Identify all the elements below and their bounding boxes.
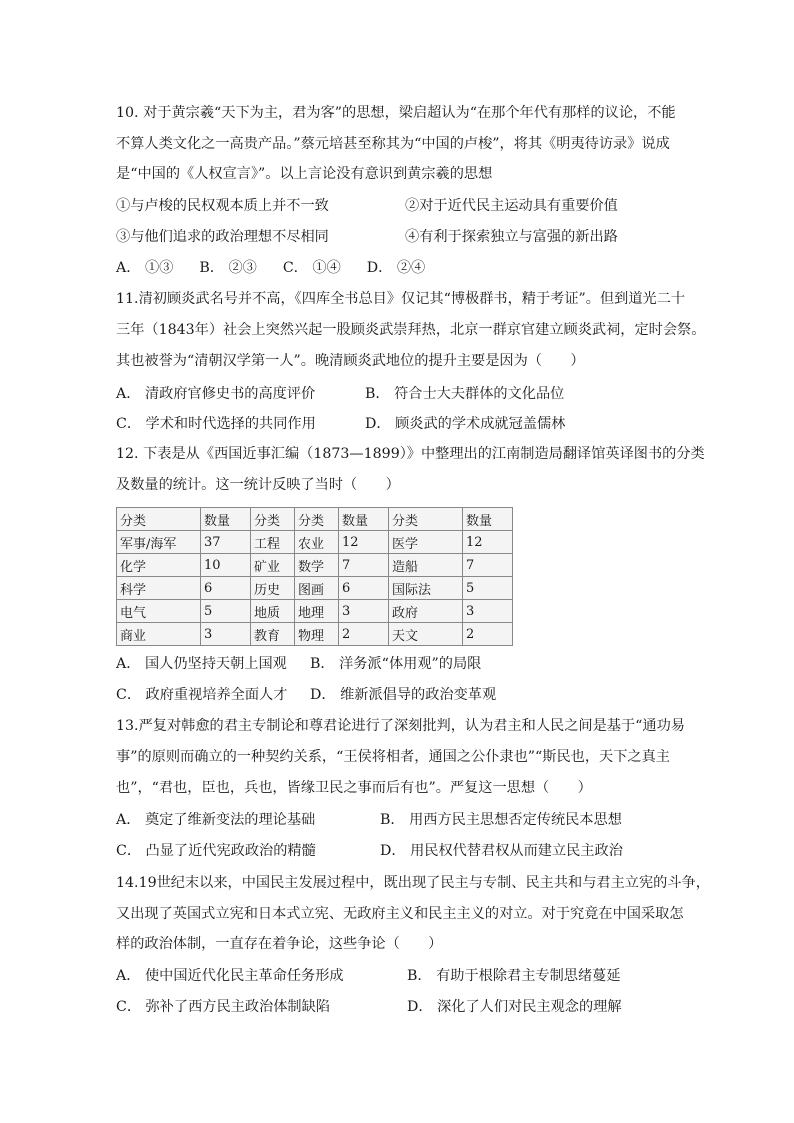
table-cell: 2 (339, 623, 389, 646)
table-header-cell: 分类 (251, 508, 295, 531)
q12-option-c: C． 政府重视培养全面人才 (116, 687, 288, 703)
q13-option-c: C． 凸显了近代宪政政治的精髓 (116, 843, 316, 859)
table-cell: 6 (339, 577, 389, 600)
q13-stem-line: 13.严复对韩愈的君主专制论和尊君论进行了深刻批判，认为君主和人民之间是基于“通功易 (116, 718, 685, 734)
q10-item-4: ④有利于探索独立与富强的新出路 (405, 229, 618, 245)
q12-stem-line: 及数量的统计。这一统计反映了当时（ ） (116, 477, 400, 493)
q13-stem-line: 事”的原则而确立的一种契约关系，“王侯将相者，通国之公仆隶也”“斯民也，天下之真主 (116, 749, 670, 765)
table-row (117, 623, 513, 646)
table-cell: 天文 (389, 623, 463, 646)
q11-stem-line: 其也被誉为“清朝汉学第一人”。晚清顾炎武地位的提升主要是因为（ ） (116, 353, 585, 369)
table-row (117, 554, 513, 577)
table-cell: 矿业 (251, 554, 295, 577)
q11-option-d: D． 顾炎武的学术成就冠盖儒林 (365, 416, 566, 432)
q10-item-3: ③与他们追求的政治理想不尽相同 (116, 229, 329, 245)
q14-option-b: B． 有助于根除君主专制思绪蔓延 (407, 968, 621, 984)
q10-stem-line: 是“中国的《人权宣言》”。以上言论没有意识到黄宗羲的思想 (116, 166, 493, 182)
table-header-cell: 分类 (117, 508, 201, 531)
table-header-cell: 数量 (201, 508, 251, 531)
table-cell: 3 (339, 600, 389, 623)
table-cell: 军事/海军 (117, 531, 201, 554)
table-cell: 政府 (389, 600, 463, 623)
table-header-cell: 分类 (295, 508, 339, 531)
q10-option-a: A． ①③ (116, 260, 174, 276)
q12-option-d: D． 维新派倡导的政治变革观 (310, 687, 497, 703)
q14-option-c: C． 弥补了西方民主政治体制缺陷 (116, 999, 330, 1015)
table-cell: 12 (463, 531, 513, 554)
q10-stem-line: 不算人类文化之一高贵产品。”蔡元培甚至称其为“中国的卢梭”，将其《明夷待访录》说成 (116, 136, 670, 152)
q11-option-a: A． 清政府官修史书的高度评价 (116, 386, 316, 402)
table-cell: 化学 (117, 554, 201, 577)
q10-option-d: D． ②④ (366, 260, 426, 276)
q14-stem-line: 又出现了英国式立宪和日本式立宪、无政府主义和民主主义的对立。对于究竟在中国采取怎 (116, 906, 684, 922)
q12-stem-line: 12. 下表是从《西国近事汇编（1873—1899）》中整理出的江南制造局翻译馆英译图书的分类 (116, 446, 705, 462)
table-cell: 造船 (389, 554, 463, 577)
table-cell: 数学 (295, 554, 339, 577)
table-row (117, 577, 513, 600)
table-row (117, 531, 513, 554)
table-row (117, 600, 513, 623)
q10-stem-line: 10. 对于黄宗羲“天下为主，君为客”的思想，梁启超认为“在那个年代有那样的议论，不能 (116, 105, 676, 121)
table-cell: 3 (201, 623, 251, 646)
q10-item-1: ①与卢梭的民权观本质上并不一致 (116, 198, 329, 214)
translation-stats-table (116, 507, 513, 646)
table-cell: 图画 (295, 577, 339, 600)
table-cell: 历史 (251, 577, 295, 600)
table-cell: 医学 (389, 531, 463, 554)
table-cell: 12 (339, 531, 389, 554)
q10-option-c: C． ①④ (282, 260, 341, 276)
table-cell: 5 (201, 600, 251, 623)
table-cell: 科学 (117, 577, 201, 600)
table-cell: 3 (463, 600, 513, 623)
q11-option-c: C． 学术和时代选择的共同作用 (116, 416, 316, 432)
table-cell: 教育 (251, 623, 295, 646)
q11-stem-line: 11.清初顾炎武名号并不高，《四库全书总目》仅记其“博极群书，精于考证”。但到道光二十 (116, 291, 686, 307)
table-cell: 电气 (117, 600, 201, 623)
table-cell: 37 (201, 531, 251, 554)
table-header-row (117, 508, 513, 531)
table-cell: 地理 (295, 600, 339, 623)
table-cell: 7 (463, 554, 513, 577)
q10-option-b: B． ②③ (199, 260, 257, 276)
q12-option-b: B． 洋务派“体用观”的局限 (310, 656, 482, 672)
q13-stem-line: 也”，“君也，臣也，兵也，皆缘卫民之事而后有也”。严复这一思想（ ） (116, 780, 592, 796)
q11-stem-line: 三年（1843年）社会上突然兴起一股顾炎武崇拜热，北京一群京官建立顾炎武祠，定时会祭。 (116, 322, 706, 338)
table-cell: 农业 (295, 531, 339, 554)
table-cell: 5 (463, 577, 513, 600)
table-cell: 工程 (251, 531, 295, 554)
q11-option-b: B． 符合士大夫群体的文化品位 (365, 386, 565, 402)
q10-item-2: ②对于近代民主运动具有重要价值 (405, 198, 618, 214)
table-cell: 2 (463, 623, 513, 646)
table-header-cell: 数量 (339, 508, 389, 531)
table-cell: 物理 (295, 623, 339, 646)
q13-option-b: B． 用西方民主思想否定传统民本思想 (380, 812, 622, 828)
q14-stem-line: 14.19世纪末以来，中国民主发展过程中，既出现了民主与专制、民主共和与君主立宪的斗争， (116, 875, 710, 891)
table-cell: 商业 (117, 623, 201, 646)
q12-option-a: A． 国人仍坚持天朝上国观 (116, 656, 287, 672)
q13-option-a: A． 奠定了维新变法的理论基础 (116, 812, 316, 828)
table-header-cell: 数量 (463, 508, 513, 531)
q14-stem-line: 样的政治体制，一直存在着争论，这些争论（ ） (116, 936, 443, 952)
table-cell: 7 (339, 554, 389, 577)
q14-option-a: A． 使中国近代化民主革命任务形成 (116, 968, 344, 984)
table-cell: 6 (201, 577, 251, 600)
q14-option-d: D． 深化了人们对民主观念的理解 (407, 999, 622, 1015)
table-cell: 10 (201, 554, 251, 577)
table-header-cell: 分类 (389, 508, 463, 531)
table-cell: 国际法 (389, 577, 463, 600)
q13-option-d: D． 用民权代替君权从而建立民主政治 (380, 843, 623, 859)
q10-options (116, 258, 451, 278)
table-cell: 地质 (251, 600, 295, 623)
